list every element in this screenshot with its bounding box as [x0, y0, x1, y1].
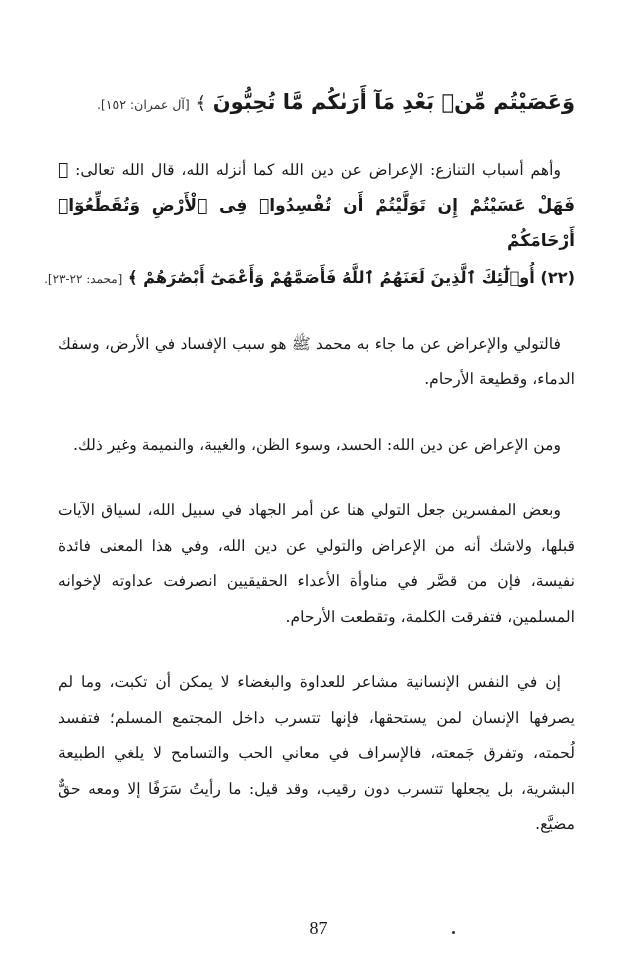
paragraph-1-intro: وأهم أسباب التنازع: الإعراض عن دين الله كما أنزله الله، قال الله تعالى: — [75, 161, 561, 179]
paragraph-1-verse-line2 — [44, 260, 575, 297]
verse-top-text: وَعَصَيْتُم مِّنۢ بَعْدِ مَآ أَرَىٰكُم مَّا تُحِبُّونَ — [212, 90, 575, 114]
paragraph-1-verse-line2-text: (٢٢) أُو۟لَٰٓئِكَ ٱلَّذِينَ لَعَنَهُمُ ٱللَّهُ فَأَصَمَّهُمْ وَأَعْمَىٰٓ أَبْصَٰرَهُمْ ﴾ — [128, 267, 575, 287]
verse-top-reference: [آل عمران: ١٥٢]. — [96, 97, 190, 112]
paragraph-3 — [58, 428, 575, 464]
paragraph-5 — [58, 665, 575, 843]
paragraph-1-reference: [محمد: ٢٢-٢٣]. — [44, 271, 123, 286]
paragraph-1-verse-line1: ﴿ فَهَلْ عَسَيْتُمْ إِن تَوَلَّيْتُمْ أَن تُفْسِدُوا۟ فِى ٱلْأَرْضِ وَتُقَطِّعُوٓا۟ أَرْحَامَكُمْ — [58, 160, 575, 251]
paragraph-4 — [58, 493, 575, 635]
page-body — [44, 82, 575, 873]
verse-top — [58, 82, 575, 125]
paragraph-3-text: ومن الإعراض عن دين الله: الحسد، وسوء الظن، والغيبة، والنميمة وغير ذلك. — [73, 435, 561, 454]
paragraph-1 — [44, 153, 575, 297]
paragraph-5-text: إن في النفس الإنسانية مشاعر للعداوة والبغضاء لا يمكن أن تكبت، وما لم يصرفها الإنسان لمن يستحقها، فإنها تتسرب داخل المجتمع المسلم؛ فتفسد لُحمته، وتفرق جَمعته، فالإسراف في معاني الحب والتسامح لا يلغي الطبيعة البشرية، بل يجعلها تتسرب دون رقيب، وقد قيل: ما رأيتُ سَرَفًا إلا ومعه حقٌّ مضيَّع. — [58, 673, 575, 833]
paragraph-2 — [58, 327, 575, 398]
page-number: 87 — [309, 918, 328, 938]
paragraph-4-text: وبعض المفسرين جعل التولي هنا عن أمر الجهاد في سبيل الله، لسياق الآيات قبلها، ولاشك أنه من الإعراض والتولي عن دين الله، وفي هذا المعنى فائدة نفيسة، فإن من قصَّر في مناوأة الأعداء الحقيقيين انصرفت عداوته لإخوانه المسلمين، فتفرقت الكلمة، وتقطعت الأرحام. — [58, 501, 575, 626]
verse-close-brace-icon: ﴾ — [189, 93, 207, 114]
paragraph-2-text: فالتولي والإعراض عن ما جاء به محمد ﷺ هو سبب الإفساد في الأرض، وسفك الدماء، وقطيعة الأرحام. — [58, 334, 575, 388]
